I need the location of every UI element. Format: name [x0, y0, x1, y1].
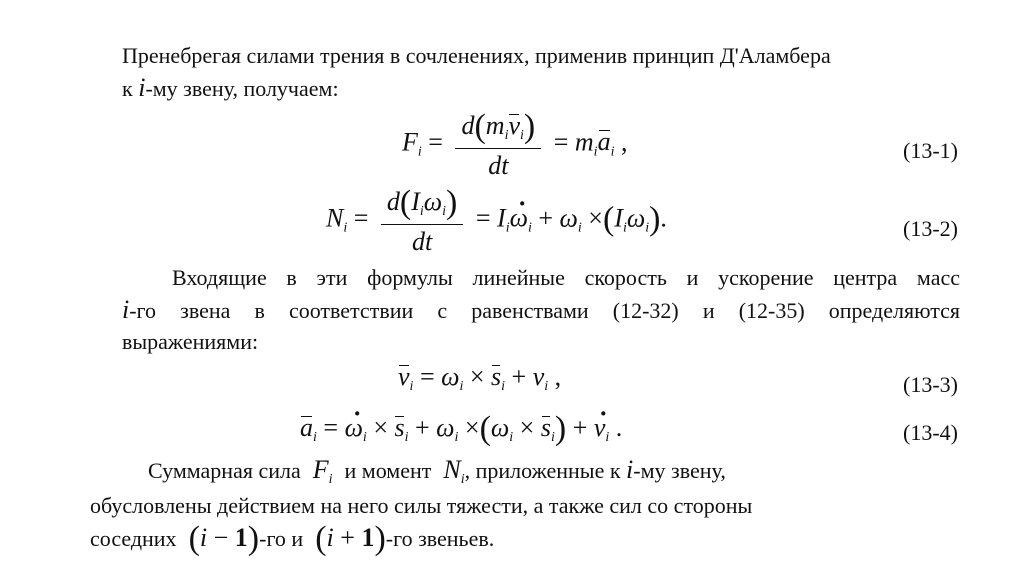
math-i-plus-1: (i + 1)	[315, 520, 386, 557]
math-N-i: $N_i$	[436, 455, 465, 487]
math-i-minus-1: (i − 1)	[188, 520, 260, 557]
paragraph-1-line-2	[122, 74, 339, 103]
text-segment: , приложенные к	[464, 458, 621, 483]
equation-13-4: $a_i$ = · $\omega_i \times s_i + \omega_i \times(\omega_i \times s_i)$ + · $v_i$ .	[300, 410, 622, 448]
paragraph-3-line-3	[90, 520, 495, 557]
equation-13-1: $F_i$ = $\frac{d(m_iv_i)}{dt}$ = $m_ia_i$ ,	[402, 108, 628, 180]
math-variable-i: i	[626, 455, 634, 484]
math-variable-i: i	[122, 295, 130, 324]
math-variable-i: i	[138, 73, 146, 102]
text-segment: -му звену, получаем:	[145, 76, 339, 101]
text-segment: соседних	[90, 526, 177, 551]
paragraph-3-line-2: обусловлены действием на него силы тяжести, а также сил со стороны	[90, 493, 753, 518]
equation-label-13-2: (13-2)	[903, 216, 958, 241]
text-segment: -го и	[259, 526, 304, 551]
paragraph-2-line-2	[122, 296, 960, 325]
paragraph-3-line-1	[148, 456, 726, 494]
equation-label-13-4: (13-4)	[903, 420, 958, 445]
text-segment: Суммарная сила	[148, 458, 301, 483]
text-segment: к	[122, 76, 139, 101]
text-segment: -го звеньев.	[385, 526, 495, 551]
equation-13-2: $N_i$ = $\frac{d(I_i\omega_i)}{dt}$ = $I_i\cdot \omega_i + \omega_i \times(I_i\omega_i)$.	[326, 184, 667, 257]
text-segment: -му звену,	[633, 458, 726, 483]
text-segment: и момент	[344, 458, 432, 483]
equation-13-3: $v_i = \omega_i \times s_i + v_i$ ,	[398, 362, 562, 394]
text-segment: -го звена в соответствии с равенствами (12-32) и (12-35) определяются	[129, 298, 960, 323]
math-F-i: $F_i$	[306, 455, 333, 487]
equation-label-13-1: (13-1)	[903, 138, 958, 163]
paragraph-2-line-1: Входящие в эти формулы линейные скорость и ускорение центра масс	[172, 265, 960, 290]
equation-label-13-3: (13-3)	[903, 372, 958, 397]
paragraph-1-line-1: Пренебрегая силами трения в сочленениях, применив принцип Д'Аламбера	[122, 43, 831, 68]
paragraph-2-line-3: выражениями:	[122, 329, 259, 354]
